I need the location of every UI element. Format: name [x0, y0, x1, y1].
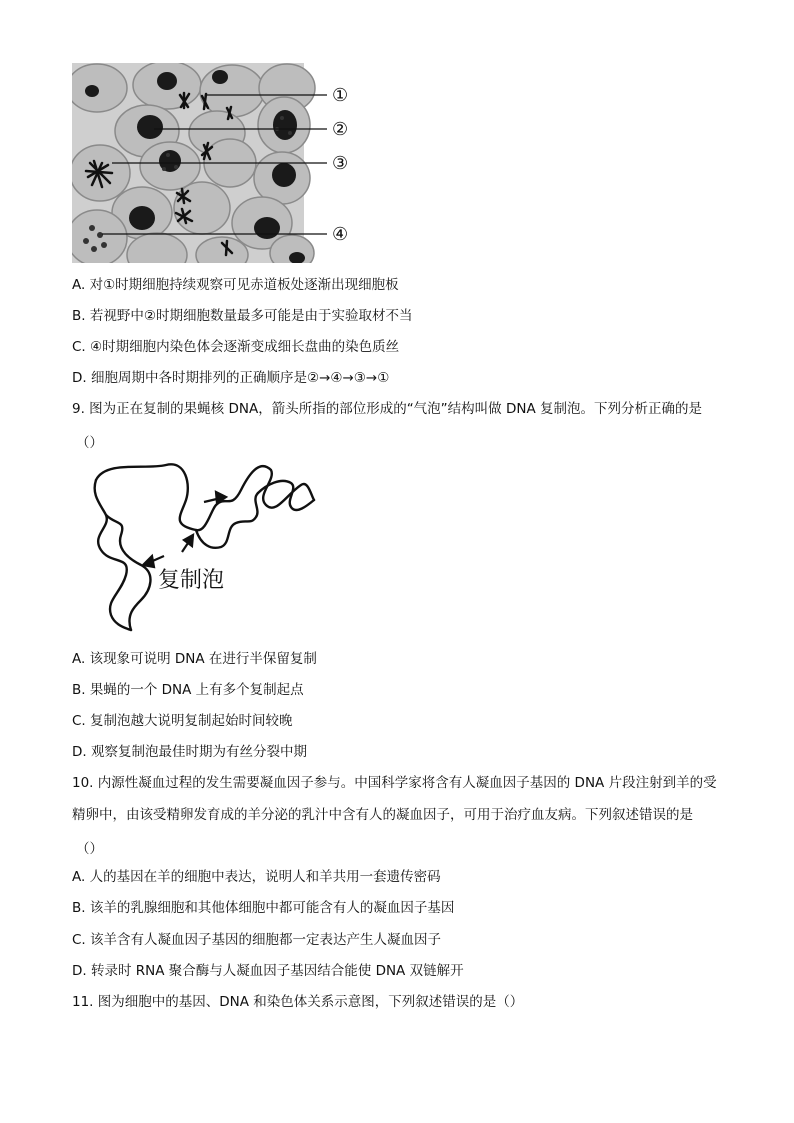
marker-4: ④	[332, 224, 349, 245]
q10-stem-line1: 10. 内源性凝血过程的发生需要凝血因子参与。中国科学家将含有人凝血因子基因的 DNA 片段注射到羊的受	[72, 775, 717, 791]
micrograph-image	[72, 63, 362, 263]
q9-option-b: B. 果蝇的一个 DNA 上有多个复制起点	[72, 682, 304, 698]
q9-stem: 9. 图为正在复制的果蝇核 DNA，箭头所指的部位形成的“气泡”结构叫做 DNA 复制泡。下列分析正确的是	[72, 401, 702, 417]
marker-3: ③	[332, 153, 349, 174]
q9-option-c: C. 复制泡越大说明复制起始时间较晚	[72, 713, 293, 729]
q11-stem: 11. 图为细胞中的基因、DNA 和染色体关系示意图，下列叙述错误的是（）	[72, 994, 524, 1010]
q10-answer-paren: （）	[76, 841, 103, 857]
q9-option-d: D. 观察复制泡最佳时期为有丝分裂中期	[72, 744, 307, 760]
q9-answer-paren: （）	[76, 435, 103, 451]
q10-option-b: B. 该羊的乳腺细胞和其他体细胞中都可能含有人的凝血因子基因	[72, 900, 455, 916]
marker-2: ②	[332, 119, 349, 140]
q9-option-a: A. 该现象可说明 DNA 在进行半保留复制	[72, 651, 317, 667]
micrograph-figure	[72, 63, 362, 263]
q8-option-d: D. 细胞周期中各时期排列的正确顺序是②→④→③→①	[72, 370, 390, 386]
q10-option-c: C. 该羊含有人凝血因子基因的细胞都一定表达产生人凝血因子	[72, 932, 442, 948]
replication-bubble-diagram	[86, 455, 326, 635]
q8-option-b: B. 若视野中②时期细胞数量最多可能是由于实验取材不当	[72, 308, 413, 324]
q10-option-d: D. 转录时 RNA 聚合酶与人凝血因子基因结合能使 DNA 双链解开	[72, 963, 464, 979]
dna-replication-figure	[86, 455, 326, 635]
q8-option-c: C. ④时期细胞内染色体会逐渐变成细长盘曲的染色质丝	[72, 339, 400, 355]
q10-option-a: A. 人的基因在羊的细胞中表达，说明人和羊共用一套遗传密码	[72, 869, 441, 885]
replication-bubble-label: 复制泡	[158, 568, 225, 593]
marker-1: ①	[332, 85, 349, 106]
q10-stem-line2: 精卵中，由该受精卵发育成的羊分泌的乳汁中含有人的凝血因子，可用于治疗血友病。下列叙述错误的是	[72, 807, 693, 823]
q8-option-a: A. 对①时期细胞持续观察可见赤道板处逐渐出现细胞板	[72, 277, 399, 293]
